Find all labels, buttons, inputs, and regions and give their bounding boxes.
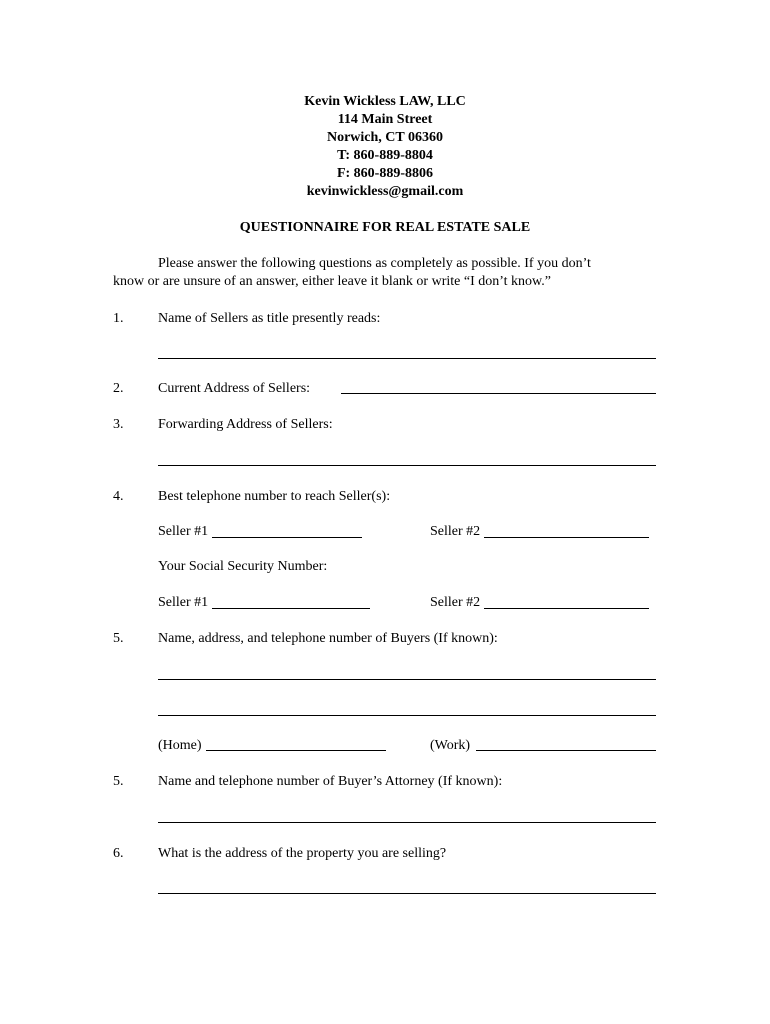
buyer-attorney-answer-line[interactable] [158,822,656,823]
ssn-seller-2-label: Seller #2 [430,595,481,610]
firm-email: kevinwickless@gmail.com [306,184,464,199]
question-5-text: Name, address, and telephone number of Buyers (If known): [158,631,498,646]
ssn-seller-1-label: Seller #1 [158,595,209,610]
phone-seller-1-label: Seller #1 [158,524,209,539]
instructions-line-2: know or are unsure of an answer, either leave it blank or write “I don’t know.” [113,274,551,289]
phone-seller-1-line[interactable] [212,537,362,538]
question-1-text: Name of Sellers as title presently reads: [158,311,381,326]
letterhead [0,93,770,201]
question-2-text: Current Address of Sellers: [158,381,311,396]
firm-city: Norwich, CT 06360 [326,130,444,145]
document-title: QUESTIONNAIRE FOR REAL ESTATE SALE [239,220,531,235]
question-6-text: What is the address of the property you are selling? [158,846,447,861]
question-1-answer-line[interactable] [158,358,656,359]
firm-fax: F: 860-889-8806 [336,166,434,181]
ssn-seller-2-line[interactable] [484,608,649,609]
instructions-paragraph [113,255,673,291]
question-3-text: Forwarding Address of Sellers: [158,417,333,432]
ssn-seller-1-line[interactable] [212,608,370,609]
property-address-answer-line[interactable] [158,893,656,894]
question-5b-text: Name and telephone number of Buyer’s Attorney (If known): [158,774,503,789]
phone-seller-2-label: Seller #2 [430,524,481,539]
question-1-number: 1. [113,311,124,326]
firm-phone: T: 860-889-8804 [337,148,433,163]
question-3-number: 3. [113,417,124,432]
question-4-number: 4. [113,489,124,504]
question-5-number: 5. [113,631,124,646]
question-4-text: Best telephone number to reach Seller(s): [158,489,391,504]
buyers-answer-line-1[interactable] [158,679,656,680]
instructions-line-1: Please answer the following questions as completely as possible. If you don’t [158,256,591,271]
buyers-work-label: (Work) [430,738,471,753]
question-5b-number: 5. [113,774,124,789]
buyers-home-label: (Home) [158,738,202,753]
question-3-answer-line[interactable] [158,465,656,466]
buyers-home-line[interactable] [206,750,386,751]
buyers-work-line[interactable] [476,750,656,751]
buyers-answer-line-2[interactable] [158,715,656,716]
question-2-number: 2. [113,381,124,396]
firm-street: 114 Main Street [337,112,433,127]
phone-seller-2-line[interactable] [484,537,649,538]
question-6-number: 6. [113,846,124,861]
ssn-label: Your Social Security Number: [158,559,328,574]
question-2-answer-line[interactable] [341,393,656,394]
firm-name: Kevin Wickless LAW, LLC [304,94,466,109]
